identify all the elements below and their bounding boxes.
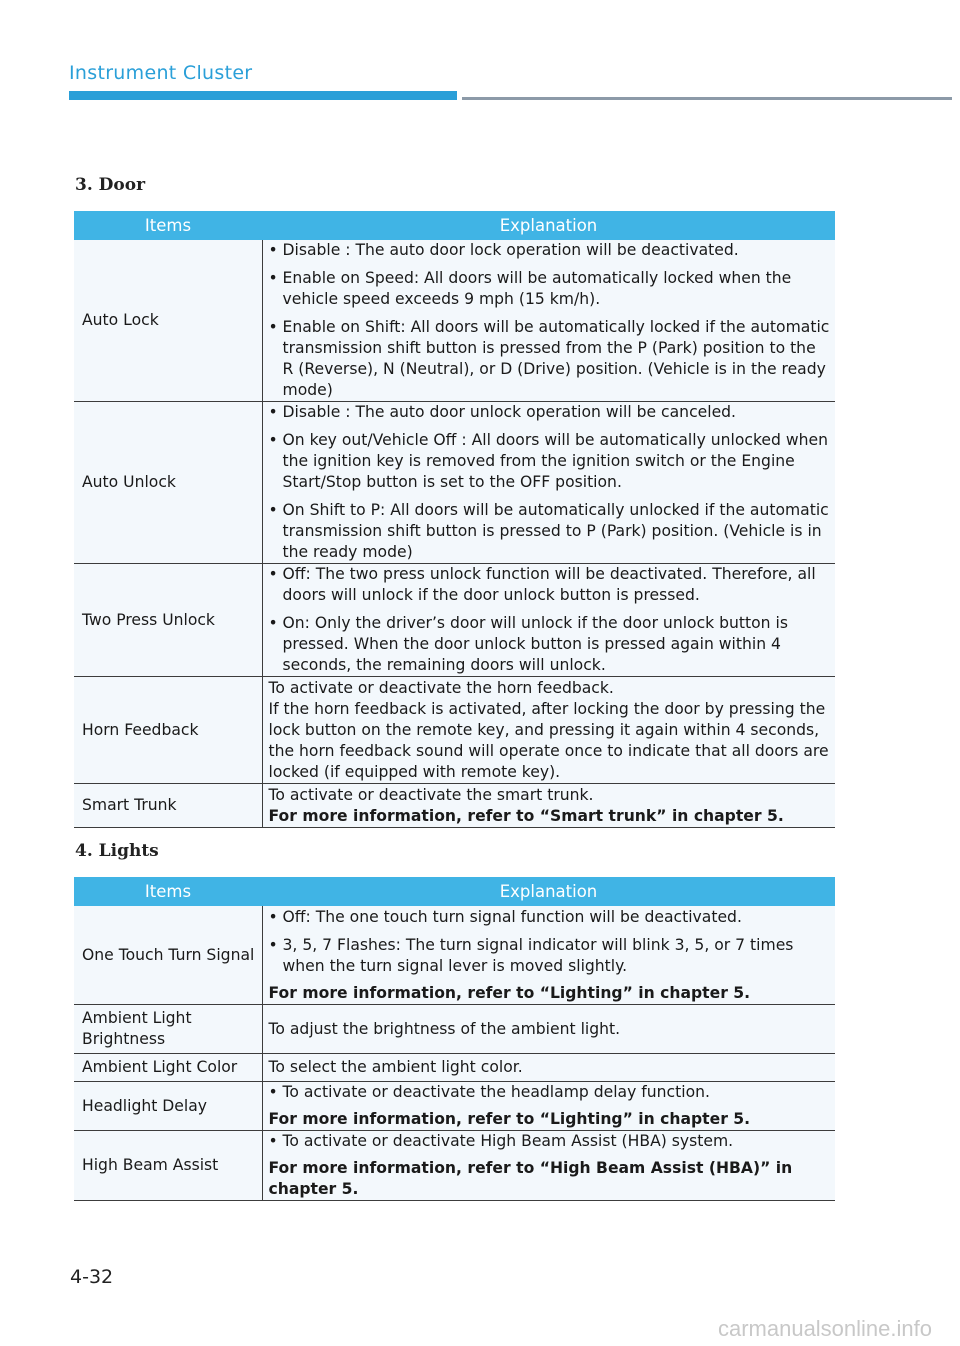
- explanation-cell: [262, 402, 835, 564]
- table-row-horn-feedback: [74, 677, 835, 784]
- table-row-two-press-unlock: [74, 564, 835, 677]
- reference-note: For more information, refer to “Lighting” in chapter 5.: [268, 983, 751, 1002]
- item-label: High Beam Assist: [74, 1131, 262, 1201]
- list-item: • Enable on Speed: All doors will be automatically locked when the vehicle speed exceeds 9 mph (15 km/h).: [269, 268, 832, 310]
- explanation-text: To activate or deactivate the smart trunk.: [268, 785, 594, 804]
- explanation-cell: [262, 784, 835, 828]
- list-item: • Disable : The auto door unlock operation will be canceled.: [269, 402, 832, 423]
- item-label: Smart Trunk: [74, 784, 262, 828]
- table-row-auto-unlock: [74, 402, 835, 564]
- explanation-text: To select the ambient light color.: [268, 1058, 523, 1076]
- explanation-cell: [262, 1005, 835, 1054]
- explanation-cell: [262, 1131, 835, 1201]
- list-item: • On Shift to P: All doors will be automatically unlocked if the automatic transmission shift button is pressed to P (Park) position. (Vehicle is in the ready mode): [269, 500, 832, 563]
- item-label: Ambient Light Brightness: [74, 1005, 262, 1054]
- item-label: Horn Feedback: [74, 677, 262, 784]
- item-label: Two Press Unlock: [74, 564, 262, 677]
- lights-section-title: 4. Lights: [75, 841, 159, 861]
- lights-table: [74, 877, 835, 1201]
- header-bar-rule: [462, 97, 952, 100]
- list-item: • To activate or deactivate High Beam Assist (HBA) system.: [269, 1131, 832, 1152]
- list-item: • To activate or deactivate the headlamp delay function.: [269, 1082, 832, 1103]
- explanation-text: To adjust the brightness of the ambient light.: [268, 1019, 621, 1038]
- item-label: Ambient Light Color: [74, 1054, 262, 1082]
- explanation-text: If the horn feedback is activated, after locking the door by pressing the lock button on the remote key, and pressing it again within 4 seconds, the horn feedback sound will operate once to indicate that all doors are locked (if equipped with remote key).: [268, 699, 829, 781]
- explanation-cell: [262, 1054, 835, 1082]
- list-item: • On: Only the driver’s door will unlock if the door unlock button is pressed. When the door unlock button is pressed again within 4 seconds, the remaining doors will unlock.: [269, 613, 832, 676]
- item-label: Headlight Delay: [74, 1082, 262, 1131]
- item-label: Auto Lock: [74, 240, 262, 402]
- list-item: • Off: The one touch turn signal function will be deactivated.: [269, 907, 832, 928]
- explanation-cell: [262, 677, 835, 784]
- section-header: Instrument Cluster: [69, 62, 253, 84]
- watermark: carmanualsonline.info: [717, 1316, 932, 1341]
- page-number: 4-32: [70, 1266, 114, 1288]
- header-bar-accent: [69, 91, 457, 100]
- table-row-headlight-delay: [74, 1082, 835, 1131]
- table-row-smart-trunk: [74, 784, 835, 828]
- reference-note: For more information, refer to “Smart trunk” in chapter 5.: [268, 806, 784, 825]
- reference-note: For more information, refer to “High Beam Assist (HBA)” in chapter 5.: [268, 1159, 793, 1198]
- column-header-items: Items: [74, 877, 262, 906]
- door-section-title: 3. Door: [75, 175, 146, 195]
- list-item: • Off: The two press unlock function will be deactivated. Therefore, all doors will unlock if the door unlock button is pressed.: [269, 564, 832, 606]
- list-item: • 3, 5, 7 Flashes: The turn signal indicator will blink 3, 5, or 7 times when the turn signal lever is moved slightly.: [269, 935, 832, 977]
- list-item: • Enable on Shift: All doors will be automatically locked if the automatic transmission shift button is pressed from the P (Park) position to the R (Reverse), N (Neutral), or D (Drive) position. (Vehicle is in the ready mode): [269, 317, 832, 401]
- table-row-auto-lock: [74, 240, 835, 402]
- table-row-high-beam-assist: [74, 1131, 835, 1201]
- list-item: • On key out/Vehicle Off : All doors will be automatically unlocked when the ignition key is removed from the ignition switch or the Engine Start/Stop button is set to the OFF position.: [269, 430, 832, 493]
- list-item: • Disable : The auto door lock operation will be deactivated.: [269, 240, 832, 261]
- table-row-ambient-light-color: [74, 1054, 835, 1082]
- explanation-cell: [262, 240, 835, 402]
- explanation-cell: [262, 564, 835, 677]
- explanation-cell: [262, 1082, 835, 1131]
- reference-note: For more information, refer to “Lighting” in chapter 5.: [268, 1110, 751, 1128]
- column-header-items: Items: [74, 211, 262, 240]
- explanation-cell: [262, 906, 835, 1005]
- column-header-explanation: Explanation: [262, 877, 835, 906]
- door-table: [74, 211, 835, 828]
- table-row-one-touch-turn-signal: [74, 906, 835, 1005]
- explanation-text: To activate or deactivate the horn feedback.: [268, 678, 614, 697]
- item-label: Auto Unlock: [74, 402, 262, 564]
- column-header-explanation: Explanation: [262, 211, 835, 240]
- item-label: One Touch Turn Signal: [74, 906, 262, 1005]
- table-row-ambient-light-brightness: [74, 1005, 835, 1054]
